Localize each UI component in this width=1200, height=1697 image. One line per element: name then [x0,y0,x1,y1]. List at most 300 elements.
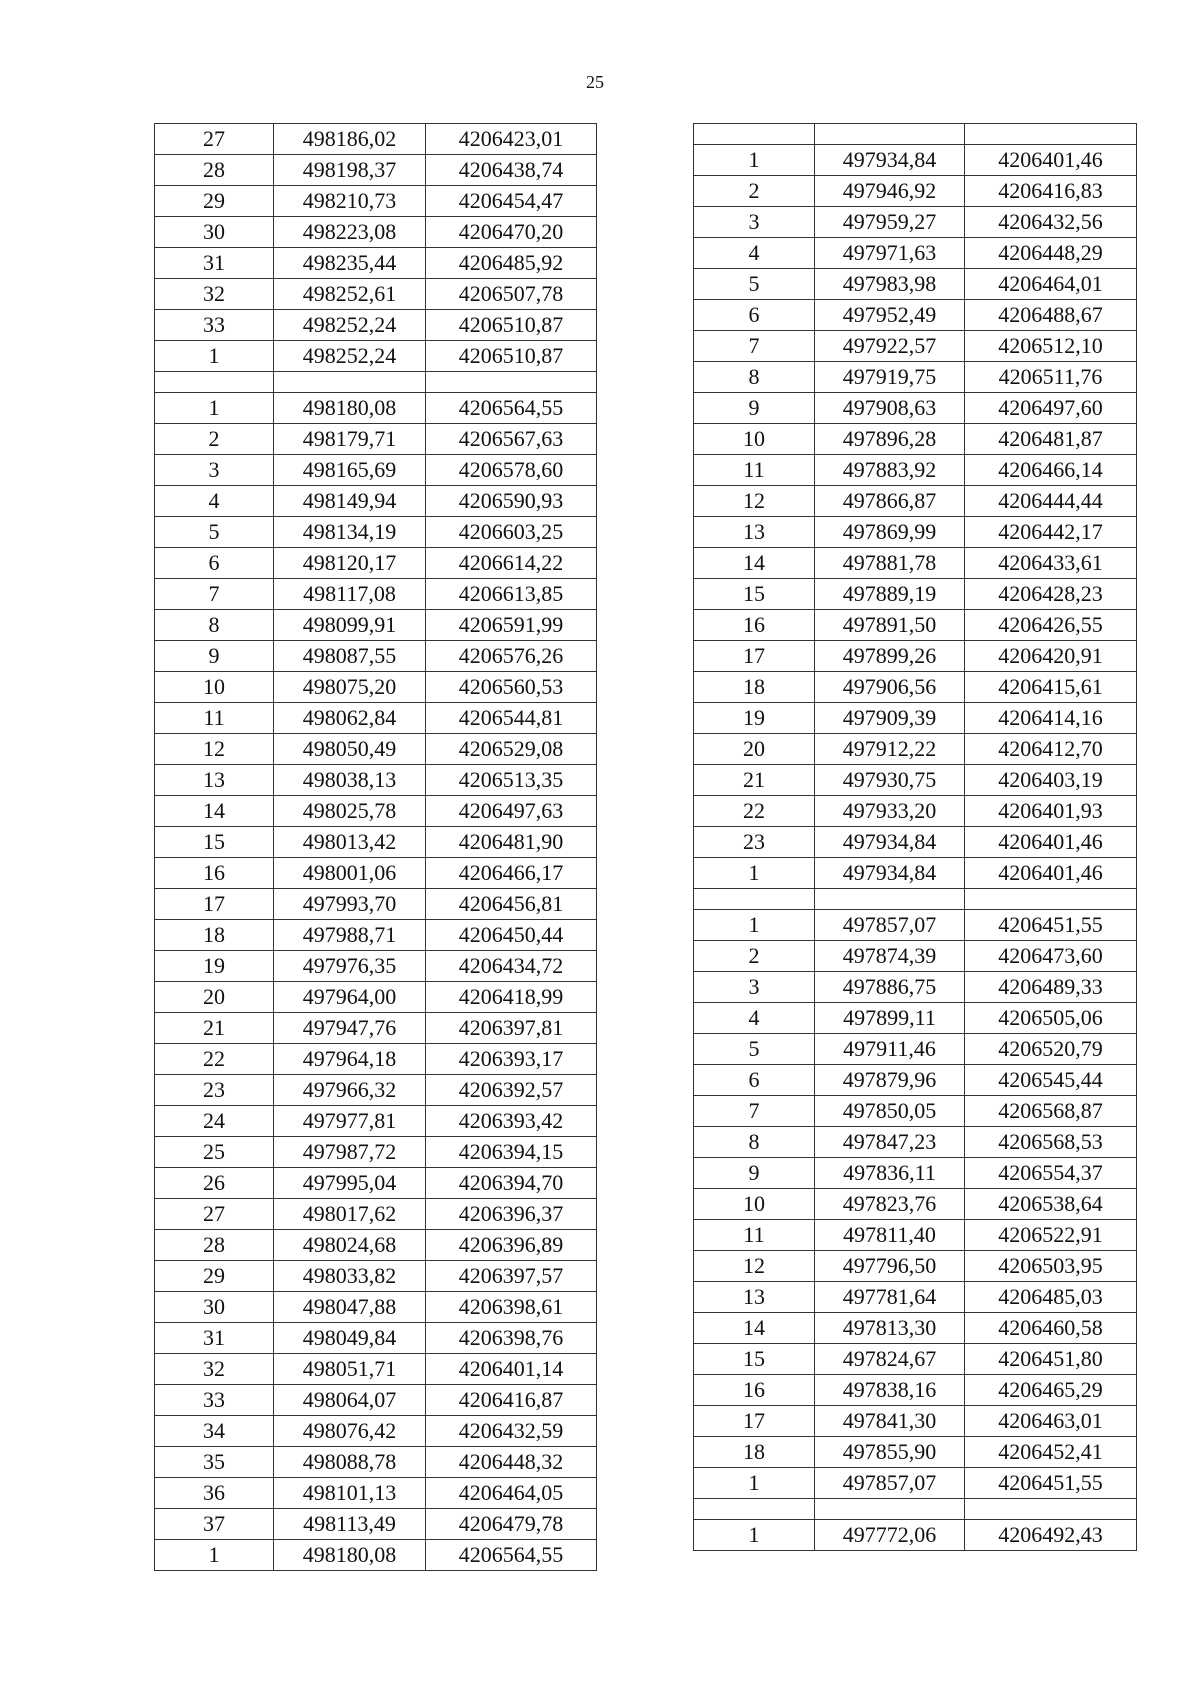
table-row [155,672,597,703]
y-coordinate-cell: 4206401,14 [426,1354,597,1385]
point-number-cell: 31 [155,1323,274,1354]
y-coordinate-cell: 4206529,08 [426,734,597,765]
point-number-cell: 26 [155,1168,274,1199]
y-coordinate-cell: 4206433,61 [965,548,1137,579]
table-row [155,1075,597,1106]
point-number-cell: 32 [155,279,274,310]
y-coordinate-cell: 4206403,19 [965,765,1137,796]
x-coordinate-cell: 498001,06 [274,858,426,889]
x-coordinate-cell: 498198,37 [274,155,426,186]
point-number-cell: 7 [694,331,815,362]
page-number: 25 [586,72,604,92]
y-coordinate-cell: 4206451,80 [965,1344,1137,1375]
x-coordinate-cell: 497855,90 [815,1437,965,1468]
y-coordinate-cell: 4206434,72 [426,951,597,982]
y-coordinate-cell: 4206394,70 [426,1168,597,1199]
point-number-cell: 19 [155,951,274,982]
table-row [694,941,1137,972]
point-number-cell: 23 [694,827,815,858]
point-number-cell: 16 [155,858,274,889]
point-number-cell: 13 [694,517,815,548]
point-number-cell: 22 [155,1044,274,1075]
x-coordinate-cell: 497988,71 [274,920,426,951]
y-coordinate-cell: 4206398,61 [426,1292,597,1323]
empty-cell [694,1499,815,1520]
y-coordinate-cell: 4206481,87 [965,424,1137,455]
table-row [155,1385,597,1416]
table-row [694,362,1137,393]
table-row [694,331,1137,362]
y-coordinate-cell: 4206456,81 [426,889,597,920]
x-coordinate-cell: 497964,00 [274,982,426,1013]
point-number-cell: 9 [155,641,274,672]
y-coordinate-cell: 4206397,81 [426,1013,597,1044]
table-row [694,548,1137,579]
y-coordinate-cell: 4206564,55 [426,1540,597,1571]
point-number-cell: 18 [694,1437,815,1468]
x-coordinate-cell: 497912,22 [815,734,965,765]
point-number-cell: 15 [694,1344,815,1375]
point-number-cell: 10 [694,424,815,455]
y-coordinate-cell: 4206545,44 [965,1065,1137,1096]
point-number-cell: 5 [155,517,274,548]
blank-separator-row [694,1499,1137,1520]
table-row [155,1199,597,1230]
table-row [694,300,1137,331]
point-number-cell: 16 [694,610,815,641]
y-coordinate-cell: 4206591,99 [426,610,597,641]
point-number-cell: 10 [694,1189,815,1220]
y-coordinate-cell: 4206554,37 [965,1158,1137,1189]
y-coordinate-cell: 4206396,37 [426,1199,597,1230]
x-coordinate-cell: 497911,46 [815,1034,965,1065]
y-coordinate-cell: 4206420,91 [965,641,1137,672]
y-coordinate-cell: 4206464,05 [426,1478,597,1509]
y-coordinate-cell: 4206481,90 [426,827,597,858]
y-coordinate-cell: 4206463,01 [965,1406,1137,1437]
table-row [155,486,597,517]
table-row [155,1106,597,1137]
x-coordinate-cell: 497836,11 [815,1158,965,1189]
point-number-cell: 27 [155,124,274,155]
x-coordinate-cell: 497823,76 [815,1189,965,1220]
empty-cell [694,889,815,910]
x-coordinate-cell: 497933,20 [815,796,965,827]
x-coordinate-cell: 498134,19 [274,517,426,548]
point-number-cell: 33 [155,310,274,341]
y-coordinate-cell: 4206492,43 [965,1520,1137,1551]
point-number-cell: 1 [694,1468,815,1499]
empty-cell [815,1499,965,1520]
y-coordinate-cell: 4206428,23 [965,579,1137,610]
table-row [694,1437,1137,1468]
table-row [155,827,597,858]
x-coordinate-cell: 497866,87 [815,486,965,517]
x-coordinate-cell: 497977,81 [274,1106,426,1137]
y-coordinate-cell: 4206614,22 [426,548,597,579]
point-number-cell: 22 [694,796,815,827]
table-row [155,1354,597,1385]
x-coordinate-cell: 498087,55 [274,641,426,672]
point-number-cell: 11 [694,455,815,486]
table-row [694,1220,1137,1251]
point-number-cell: 20 [155,982,274,1013]
point-number-cell: 15 [694,579,815,610]
point-number-cell: 29 [155,186,274,217]
point-number-cell: 7 [694,1096,815,1127]
y-coordinate-cell: 4206412,70 [965,734,1137,765]
y-coordinate-cell: 4206454,47 [426,186,597,217]
table-row [155,1540,597,1571]
point-number-cell: 9 [694,393,815,424]
point-number-cell: 16 [694,1375,815,1406]
y-coordinate-cell: 4206448,29 [965,238,1137,269]
table-row [694,910,1137,941]
point-number-cell: 1 [155,341,274,372]
x-coordinate-cell: 497886,75 [815,972,965,1003]
y-coordinate-cell: 4206448,32 [426,1447,597,1478]
point-number-cell: 14 [155,796,274,827]
table-row [694,486,1137,517]
point-number-cell: 5 [694,269,815,300]
point-number-cell: 4 [155,486,274,517]
table-row [155,951,597,982]
table-row [155,1478,597,1509]
y-coordinate-cell: 4206564,55 [426,393,597,424]
y-coordinate-cell: 4206432,56 [965,207,1137,238]
y-coordinate-cell: 4206465,29 [965,1375,1137,1406]
empty-cell [426,372,597,393]
point-number-cell: 12 [155,734,274,765]
empty-cell [155,372,274,393]
x-coordinate-cell: 498223,08 [274,217,426,248]
x-coordinate-cell: 497811,40 [815,1220,965,1251]
table-row [155,1447,597,1478]
y-coordinate-cell: 4206415,61 [965,672,1137,703]
point-number-cell: 11 [694,1220,815,1251]
x-coordinate-cell: 498210,73 [274,186,426,217]
y-coordinate-cell: 4206538,64 [965,1189,1137,1220]
x-coordinate-cell: 497883,92 [815,455,965,486]
point-number-cell: 17 [694,1406,815,1437]
point-number-cell: 18 [155,920,274,951]
table-row [694,1406,1137,1437]
point-number-cell: 4 [694,238,815,269]
table-row [694,1251,1137,1282]
point-number-cell: 1 [155,1540,274,1571]
x-coordinate-cell: 498051,71 [274,1354,426,1385]
x-coordinate-cell: 498033,82 [274,1261,426,1292]
x-coordinate-cell: 497838,16 [815,1375,965,1406]
point-number-cell: 6 [694,300,815,331]
x-coordinate-cell: 498186,02 [274,124,426,155]
table-row [694,517,1137,548]
table-row [155,341,597,372]
point-number-cell: 5 [694,1034,815,1065]
x-coordinate-cell: 497934,84 [815,858,965,889]
y-coordinate-cell: 4206444,44 [965,486,1137,517]
x-coordinate-cell: 498179,71 [274,424,426,455]
table-row [155,858,597,889]
y-coordinate-cell: 4206423,01 [426,124,597,155]
point-number-cell: 8 [694,1127,815,1158]
y-coordinate-cell: 4206416,87 [426,1385,597,1416]
point-number-cell: 32 [155,1354,274,1385]
table-row [155,155,597,186]
x-coordinate-cell: 497899,11 [815,1003,965,1034]
table-row [694,1468,1137,1499]
table-row [155,703,597,734]
y-coordinate-cell: 4206442,17 [965,517,1137,548]
table-row [694,238,1137,269]
table-row [694,145,1137,176]
y-coordinate-cell: 4206505,06 [965,1003,1137,1034]
y-coordinate-cell: 4206485,92 [426,248,597,279]
x-coordinate-cell: 498062,84 [274,703,426,734]
point-number-cell: 2 [694,176,815,207]
table-row [155,1044,597,1075]
table-row [155,1137,597,1168]
y-coordinate-cell: 4206401,93 [965,796,1137,827]
table-row [694,1003,1137,1034]
x-coordinate-cell: 497909,39 [815,703,965,734]
point-number-cell: 6 [155,548,274,579]
empty-cell [965,1499,1137,1520]
x-coordinate-cell: 497850,05 [815,1096,965,1127]
point-number-cell: 1 [694,1520,815,1551]
point-number-cell: 33 [155,1385,274,1416]
x-coordinate-cell: 497857,07 [815,1468,965,1499]
x-coordinate-cell: 498101,13 [274,1478,426,1509]
table-row [155,186,597,217]
coordinates-table-right-body [694,124,1137,1551]
point-number-cell: 8 [694,362,815,393]
table-row [155,889,597,920]
x-coordinate-cell: 497889,19 [815,579,965,610]
y-coordinate-cell: 4206510,87 [426,341,597,372]
point-number-cell: 35 [155,1447,274,1478]
point-number-cell: 1 [694,910,815,941]
x-coordinate-cell: 498047,88 [274,1292,426,1323]
point-number-cell: 21 [155,1013,274,1044]
x-coordinate-cell: 498024,68 [274,1230,426,1261]
y-coordinate-cell: 4206520,79 [965,1034,1137,1065]
table-row [694,765,1137,796]
table-row [155,1261,597,1292]
table-row [694,1158,1137,1189]
table-row [155,517,597,548]
point-number-cell: 7 [155,579,274,610]
empty-cell [965,124,1137,145]
y-coordinate-cell: 4206396,89 [426,1230,597,1261]
table-row [694,393,1137,424]
y-coordinate-cell: 4206414,16 [965,703,1137,734]
table-row [694,1344,1137,1375]
point-number-cell: 11 [155,703,274,734]
table-row [694,579,1137,610]
table-row [155,734,597,765]
table-row [155,124,597,155]
x-coordinate-cell: 498076,42 [274,1416,426,1447]
x-coordinate-cell: 498050,49 [274,734,426,765]
point-number-cell: 20 [694,734,815,765]
y-coordinate-cell: 4206401,46 [965,858,1137,889]
y-coordinate-cell: 4206510,87 [426,310,597,341]
table-row [155,1416,597,1447]
x-coordinate-cell: 497881,78 [815,548,965,579]
x-coordinate-cell: 498075,20 [274,672,426,703]
x-coordinate-cell: 498120,17 [274,548,426,579]
y-coordinate-cell: 4206512,10 [965,331,1137,362]
point-number-cell: 34 [155,1416,274,1447]
x-coordinate-cell: 497934,84 [815,827,965,858]
y-coordinate-cell: 4206567,63 [426,424,597,455]
y-coordinate-cell: 4206603,25 [426,517,597,548]
y-coordinate-cell: 4206432,59 [426,1416,597,1447]
y-coordinate-cell: 4206416,83 [965,176,1137,207]
table-row [155,1013,597,1044]
point-number-cell: 31 [155,248,274,279]
x-coordinate-cell: 497946,92 [815,176,965,207]
y-coordinate-cell: 4206497,60 [965,393,1137,424]
x-coordinate-cell: 497899,26 [815,641,965,672]
empty-cell [815,124,965,145]
table-row [694,176,1137,207]
point-number-cell: 30 [155,1292,274,1323]
y-coordinate-cell: 4206466,17 [426,858,597,889]
x-coordinate-cell: 497869,99 [815,517,965,548]
table-row [155,310,597,341]
x-coordinate-cell: 498235,44 [274,248,426,279]
y-coordinate-cell: 4206560,53 [426,672,597,703]
table-row [155,982,597,1013]
table-row [694,796,1137,827]
table-row [694,1520,1137,1551]
x-coordinate-cell: 498252,24 [274,310,426,341]
y-coordinate-cell: 4206401,46 [965,827,1137,858]
y-coordinate-cell: 4206470,20 [426,217,597,248]
table-row [155,1509,597,1540]
table-row [155,455,597,486]
table-row [155,393,597,424]
x-coordinate-cell: 497922,57 [815,331,965,362]
table-row [694,610,1137,641]
x-coordinate-cell: 497896,28 [815,424,965,455]
point-number-cell: 2 [155,424,274,455]
y-coordinate-cell: 4206452,41 [965,1437,1137,1468]
point-number-cell: 10 [155,672,274,703]
point-number-cell: 19 [694,703,815,734]
table-row [694,207,1137,238]
y-coordinate-cell: 4206568,53 [965,1127,1137,1158]
table-row [694,734,1137,765]
x-coordinate-cell: 498099,91 [274,610,426,641]
x-coordinate-cell: 497824,67 [815,1344,965,1375]
coordinates-table-left [154,123,597,1571]
table-row [694,1282,1137,1313]
table-row [155,217,597,248]
x-coordinate-cell: 498180,08 [274,1540,426,1571]
y-coordinate-cell: 4206451,55 [965,910,1137,941]
point-number-cell: 28 [155,155,274,186]
x-coordinate-cell: 498117,08 [274,579,426,610]
x-coordinate-cell: 497987,72 [274,1137,426,1168]
y-coordinate-cell: 4206544,81 [426,703,597,734]
table-row [155,248,597,279]
y-coordinate-cell: 4206568,87 [965,1096,1137,1127]
x-coordinate-cell: 497966,32 [274,1075,426,1106]
y-coordinate-cell: 4206507,78 [426,279,597,310]
coordinates-table-left-body [155,124,597,1571]
empty-cell [815,889,965,910]
point-number-cell: 17 [694,641,815,672]
table-row [694,1375,1137,1406]
table-row [155,279,597,310]
y-coordinate-cell: 4206393,42 [426,1106,597,1137]
x-coordinate-cell: 498180,08 [274,393,426,424]
x-coordinate-cell: 497847,23 [815,1127,965,1158]
table-row [155,1230,597,1261]
point-number-cell: 30 [155,217,274,248]
y-coordinate-cell: 4206426,55 [965,610,1137,641]
y-coordinate-cell: 4206485,03 [965,1282,1137,1313]
point-number-cell: 3 [155,455,274,486]
point-number-cell: 4 [694,1003,815,1034]
y-coordinate-cell: 4206466,14 [965,455,1137,486]
point-number-cell: 15 [155,827,274,858]
x-coordinate-cell: 497983,98 [815,269,965,300]
y-coordinate-cell: 4206479,78 [426,1509,597,1540]
point-number-cell: 25 [155,1137,274,1168]
y-coordinate-cell: 4206576,26 [426,641,597,672]
table-row [155,1323,597,1354]
table-row [694,703,1137,734]
y-coordinate-cell: 4206613,85 [426,579,597,610]
x-coordinate-cell: 497919,75 [815,362,965,393]
y-coordinate-cell: 4206464,01 [965,269,1137,300]
x-coordinate-cell: 498149,94 [274,486,426,517]
x-coordinate-cell: 498017,62 [274,1199,426,1230]
point-number-cell: 1 [694,145,815,176]
point-number-cell: 1 [694,858,815,889]
table-row [694,269,1137,300]
x-coordinate-cell: 497930,75 [815,765,965,796]
point-number-cell: 12 [694,1251,815,1282]
y-coordinate-cell: 4206489,33 [965,972,1137,1003]
point-number-cell: 17 [155,889,274,920]
y-coordinate-cell: 4206590,93 [426,486,597,517]
x-coordinate-cell: 497947,76 [274,1013,426,1044]
blank-separator-row [694,124,1137,145]
table-row [694,827,1137,858]
point-number-cell: 2 [694,941,815,972]
x-coordinate-cell: 497874,39 [815,941,965,972]
table-row [155,424,597,455]
x-coordinate-cell: 497772,06 [815,1520,965,1551]
x-coordinate-cell: 497781,64 [815,1282,965,1313]
y-coordinate-cell: 4206511,76 [965,362,1137,393]
x-coordinate-cell: 498088,78 [274,1447,426,1478]
y-coordinate-cell: 4206394,15 [426,1137,597,1168]
table-row [694,1189,1137,1220]
table-row [155,579,597,610]
x-coordinate-cell: 498113,49 [274,1509,426,1540]
x-coordinate-cell: 497934,84 [815,145,965,176]
y-coordinate-cell: 4206488,67 [965,300,1137,331]
point-number-cell: 8 [155,610,274,641]
point-number-cell: 14 [694,1313,815,1344]
point-number-cell: 36 [155,1478,274,1509]
